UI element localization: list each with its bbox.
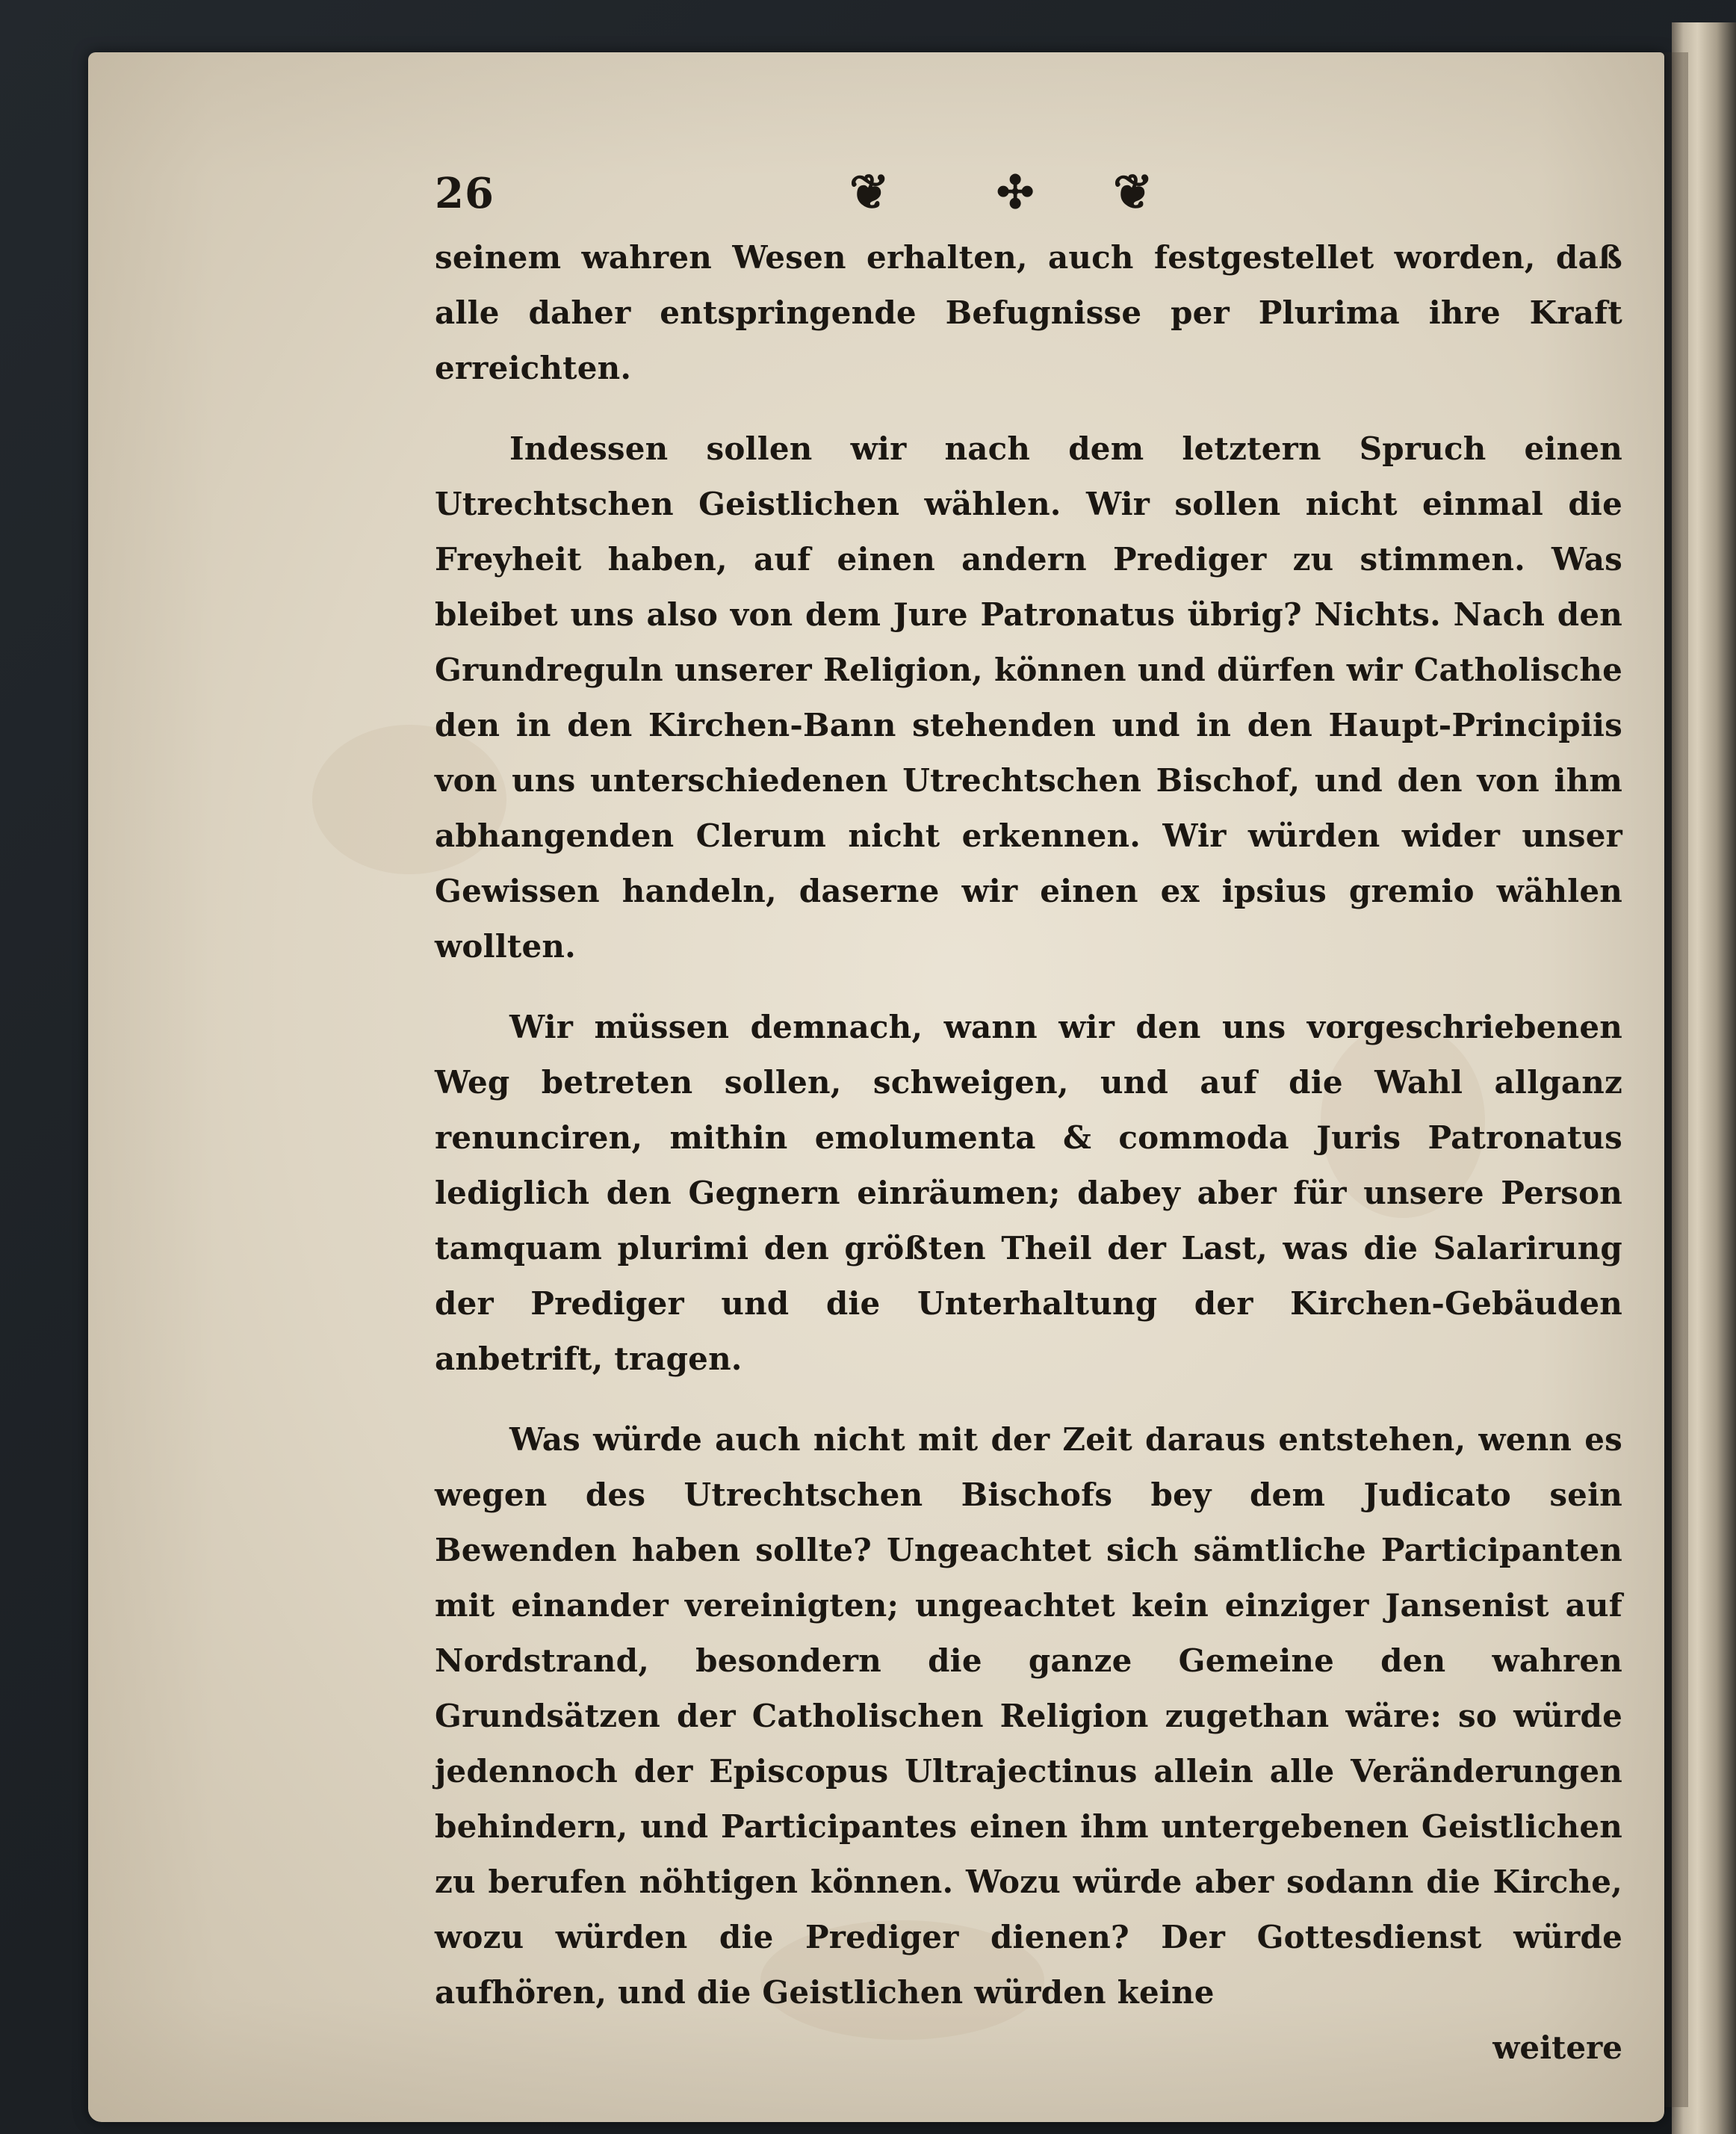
text-block <box>435 163 1622 2076</box>
cross-ornament-icon: ✣ <box>996 167 1035 219</box>
page-number: 26 <box>435 169 495 218</box>
paragraph-3: Wir müssen demnach, wann wir den uns vorgeschriebenen Weg betreten sollen, schweigen, und auf die Wahl allganz renunciren, mithin emolumenta & commoda Juris Patronatus lediglich den Gegnern einräumen; dabey aber für unsere Person tamquam plurimi den größten Theil der Last, was die Salarirung der Prediger und die Unterhaltung der Kirchen-Gebäuden anbetrift, tragen. <box>435 1009 1622 1377</box>
running-head <box>435 163 1622 230</box>
fleuron-left-icon: ❦ <box>849 164 890 220</box>
paragraph-2: Indessen sollen wir nach dem letztern Spruch einen Utrechtschen Geistlichen wählen. Wir sollen nicht einmal die Freyheit haben, auf einen andern Prediger zu stimmen. Was bleibet uns also von dem Jure Patronatus übrig? Nichts. Nach den Grundreguln unserer Religion, können und dürfen wir Catholische den in den Kirchen-Bann stehenden und in den Haupt-Principiis von uns unterschiedenen Utrechtschen Bischof, und den von ihm abhangenden Clerum nicht erkennen. Wir würden wider unser Gewissen handeln, daserne wir einen ex ipsius gremio wählen wollten. <box>435 430 1622 965</box>
paragraph-4: Was würde auch nicht mit der Zeit daraus entstehen, wenn es wegen des Utrechtschen Bischofs bey dem Judicato sein Bewenden haben sollte? Ungeachtet sich sämtliche Participanten mit einander vereinigten; ungeachtet kein einziger Jansenist auf Nordstrand, besondern die ganze Gemeine den wahren Grundsätzen der Catholischen Religion zugethan wäre: so würde jedennoch der Episcopus Ultrajectinus allein alle Veränderungen behindern, und Participantes einen ihm untergebenen Geistlichen zu berufen nöhtigen können. Wozu würde aber sodann die Kirche, wozu würden die Prediger dienen? Der Gottesdienst würde aufhören, und die Geistlichen würden keine <box>435 1421 1622 2011</box>
catchword: weitere <box>1492 2029 1622 2066</box>
fleuron-right-icon: ❦ <box>1113 164 1153 220</box>
paragraph-1: seinem wahren Wesen erhalten, auch festgestellet worden, daß alle daher entspringende Befugnisse per Plurima ihre Kraft erreichten. <box>435 239 1622 386</box>
